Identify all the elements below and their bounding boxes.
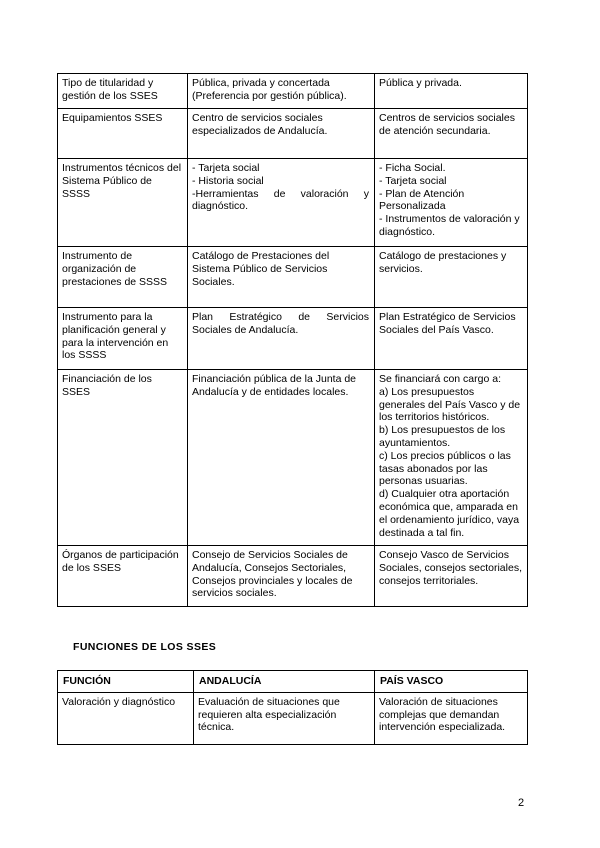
row-label: Equipamientos SSES	[58, 109, 188, 159]
andalucia-cell: Consejo de Servicios Sociales de Andalucía, Consejos Sectoriales, Consejos provinciales y locales de servicios sociales.	[188, 546, 375, 607]
row-label: Financiación de los SSES	[58, 370, 188, 546]
pais-vasco-cell: Pública y privada.	[375, 74, 528, 109]
pais-vasco-cell: Plan Estratégico de Servicios Sociales del País Vasco.	[375, 308, 528, 370]
page-number: 2	[518, 797, 525, 809]
section-title: FUNCIONES DE LOS SSES	[73, 641, 217, 653]
pais-vasco-cell: Se financiará con cargo a: a) Los presupuestos generales del País Vasco y de los territorios históricos. b) Los presupuestos de los ayuntamientos. c) Los precios públicos o las tasas abonados por las personas usuarias. d) Cualquier otra aportación económica que, amparada en el ordenamiento jurídico, vaya destinada a tal fin.	[375, 370, 528, 546]
table-row	[58, 308, 528, 370]
pais-vasco-cell: - Ficha Social. - Tarjeta social - Plan de Atención Personalizada - Instrumentos de valoración y diagnóstico.	[375, 159, 528, 247]
andalucia-cell: - Tarjeta social - Historia social -Herramientas de valoración y diagnóstico.	[188, 159, 375, 247]
row-label: Instrumento de organización de prestaciones de SSSS	[58, 247, 188, 308]
table-row	[58, 159, 528, 247]
table-row	[58, 370, 528, 546]
pais-vasco-cell: Centros de servicios sociales de atención secundaria.	[375, 109, 528, 159]
comparison-table	[57, 73, 528, 607]
andalucia-cell: Evaluación de situaciones que requieren alta especialización técnica.	[194, 692, 375, 744]
row-label: Instrumento para la planificación general y para la intervención en los SSSS	[58, 308, 188, 370]
table-row	[58, 247, 528, 308]
pais-vasco-cell: Catálogo de prestaciones y servicios.	[375, 247, 528, 308]
table-row	[58, 109, 528, 159]
table-header-row	[58, 671, 528, 693]
row-label: Tipo de titularidad y gestión de los SSES	[58, 74, 188, 109]
functions-table	[57, 670, 528, 745]
table-row	[58, 74, 528, 109]
table-row	[58, 692, 528, 744]
andalucia-cell: Plan Estratégico de Servicios Sociales de Andalucía.	[188, 308, 375, 370]
pais-vasco-cell: Consejo Vasco de Servicios Sociales, consejos sectoriales, consejos territoriales.	[375, 546, 528, 607]
andalucia-cell: Centro de servicios sociales especializados de Andalucía.	[188, 109, 375, 159]
funcion-cell: Valoración y diagnóstico	[58, 692, 194, 744]
table-row	[58, 546, 528, 607]
andalucia-cell: Financiación pública de la Junta de Andalucía y de entidades locales.	[188, 370, 375, 546]
header-andalucia: ANDALUCÍA	[194, 671, 375, 693]
andalucia-cell: Pública, privada y concertada (Preferencia por gestión pública).	[188, 74, 375, 109]
row-label: Instrumentos técnicos del Sistema Público de SSSS	[58, 159, 188, 247]
header-funcion: FUNCIÓN	[58, 671, 194, 693]
row-label: Órganos de participación de los SSES	[58, 546, 188, 607]
pais-vasco-cell: Valoración de situaciones complejas que demandan intervención especializada.	[375, 692, 528, 744]
header-pais-vasco: PAÍS VASCO	[375, 671, 528, 693]
andalucia-cell: Catálogo de Prestaciones del Sistema Público de Servicios Sociales.	[188, 247, 375, 308]
